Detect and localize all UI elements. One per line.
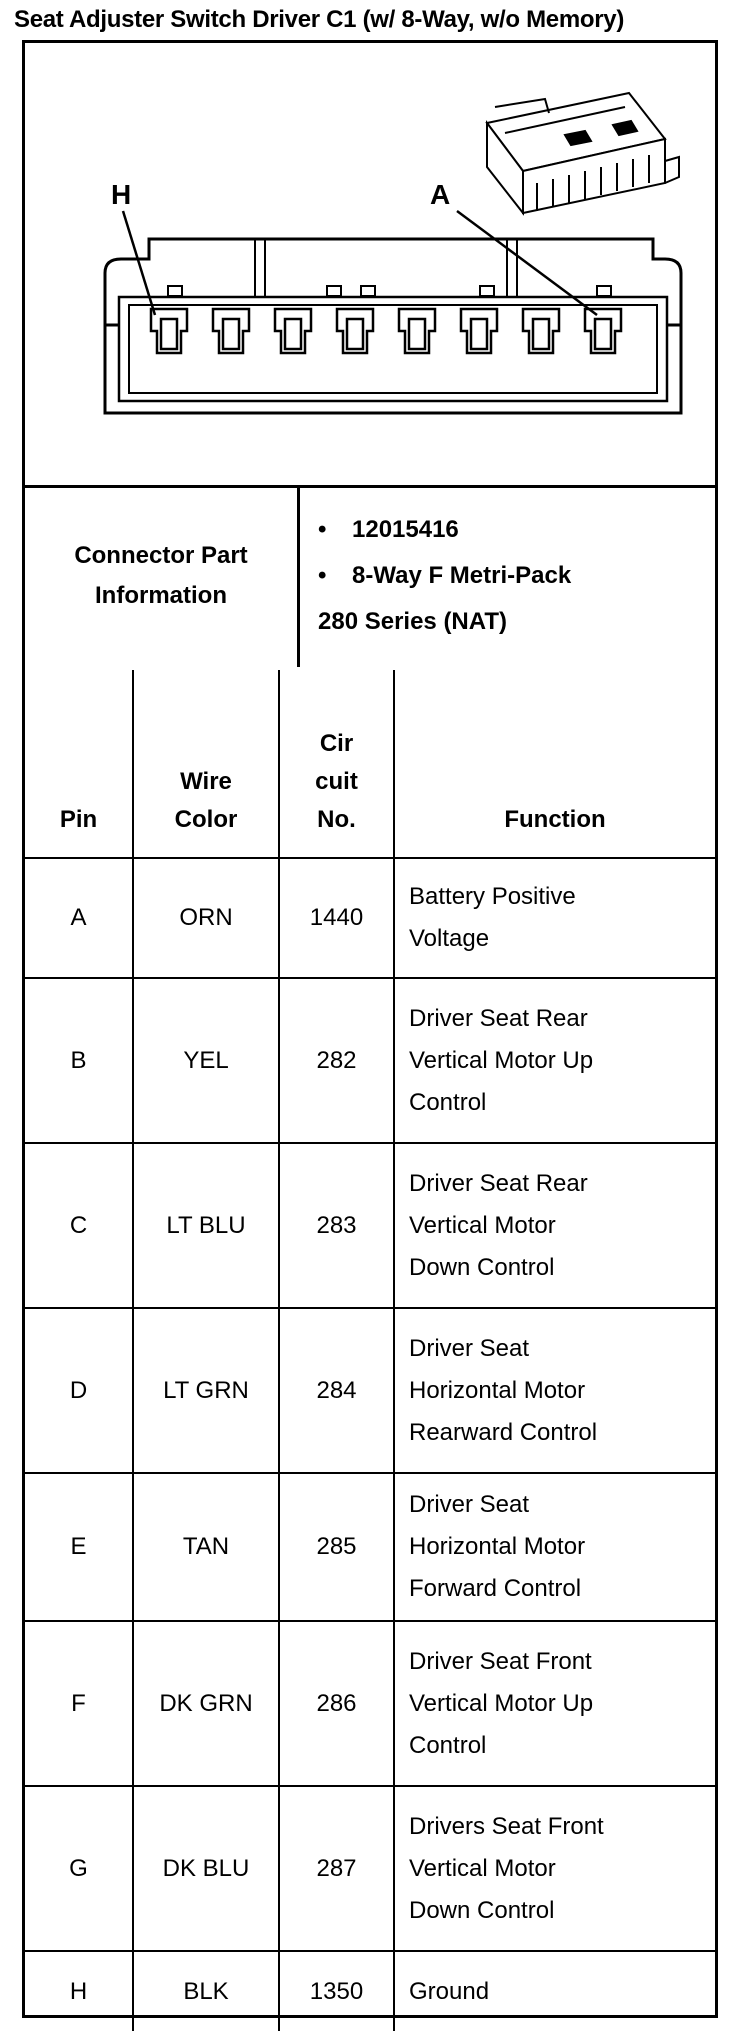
- part-number: 12015416: [352, 516, 459, 543]
- wire-color-cell: ORN: [133, 858, 279, 978]
- wire-color-cell: BLK: [133, 1951, 279, 2031]
- function-cell: Driver Seat Front Vertical Motor Up Control: [394, 1621, 715, 1786]
- table-row: [25, 1143, 715, 1308]
- wire-color-cell: LT BLU: [133, 1143, 279, 1308]
- connector-frame: [22, 40, 718, 2018]
- table-row: [25, 1621, 715, 1786]
- pin-cell: F: [25, 1621, 133, 1786]
- table-row: [25, 1951, 715, 2031]
- part-description-line2: 280 Series (NAT): [318, 608, 507, 635]
- table-row: [25, 858, 715, 978]
- circuit-cell: 287: [279, 1786, 394, 1951]
- circuit-cell: 1350: [279, 1951, 394, 2031]
- wire-color-cell: YEL: [133, 978, 279, 1143]
- part-description-line1: 8-Way F Metri-Pack: [352, 562, 572, 589]
- header-function: Function: [394, 670, 715, 858]
- connector-3d-icon: [487, 93, 679, 213]
- header-pin: Pin: [25, 670, 133, 858]
- wire-color-cell: LT GRN: [133, 1308, 279, 1473]
- pin-cell: D: [25, 1308, 133, 1473]
- header-wire-color: Wire Color: [133, 670, 279, 858]
- function-cell: Ground: [394, 1951, 715, 2031]
- pin-cell: G: [25, 1786, 133, 1951]
- pin-cell: E: [25, 1473, 133, 1621]
- wire-color-cell: DK GRN: [133, 1621, 279, 1786]
- connector-drawing: [25, 43, 715, 483]
- table-row: [25, 978, 715, 1143]
- function-cell: Driver Seat Horizontal Motor Rearward Control: [394, 1308, 715, 1473]
- table-row: [25, 1473, 715, 1621]
- pin-cell: B: [25, 978, 133, 1143]
- pin-cell: H: [25, 1951, 133, 2031]
- circuit-cell: 284: [279, 1308, 394, 1473]
- function-cell: Battery Positive Voltage: [394, 858, 715, 978]
- connector-info-table: [25, 485, 715, 667]
- bullet-icon: •: [318, 516, 327, 543]
- wire-color-cell: DK BLU: [133, 1786, 279, 1951]
- function-cell: Drivers Seat Front Vertical Motor Down Control: [394, 1786, 715, 1951]
- connector-part-label: Connector Part Information: [25, 485, 299, 667]
- wire-color-cell: TAN: [133, 1473, 279, 1621]
- circuit-cell: 285: [279, 1473, 394, 1621]
- pin-table: [25, 670, 715, 2031]
- pin-label-h: H: [111, 179, 132, 210]
- function-cell: Driver Seat Rear Vertical Motor Up Control: [394, 978, 715, 1143]
- circuit-cell: 282: [279, 978, 394, 1143]
- circuit-cell: 1440: [279, 858, 394, 978]
- pin-table-header: [25, 670, 715, 858]
- pin-cell: A: [25, 858, 133, 978]
- pin-cell: C: [25, 1143, 133, 1308]
- function-cell: Driver Seat Rear Vertical Motor Down Control: [394, 1143, 715, 1308]
- header-circuit: Cir cuit No.: [279, 670, 394, 858]
- page-title: Seat Adjuster Switch Driver C1 (w/ 8-Way, w/o Memory): [14, 6, 625, 33]
- circuit-cell: 283: [279, 1143, 394, 1308]
- bullet-icon: •: [318, 562, 327, 589]
- table-row: [25, 1786, 715, 1951]
- function-cell: Driver Seat Horizontal Motor Forward Control: [394, 1473, 715, 1621]
- circuit-cell: 286: [279, 1621, 394, 1786]
- connector-diagram: [25, 43, 715, 488]
- pin-label-a: A: [430, 179, 451, 210]
- connector-part-values: [299, 485, 716, 667]
- table-row: [25, 1308, 715, 1473]
